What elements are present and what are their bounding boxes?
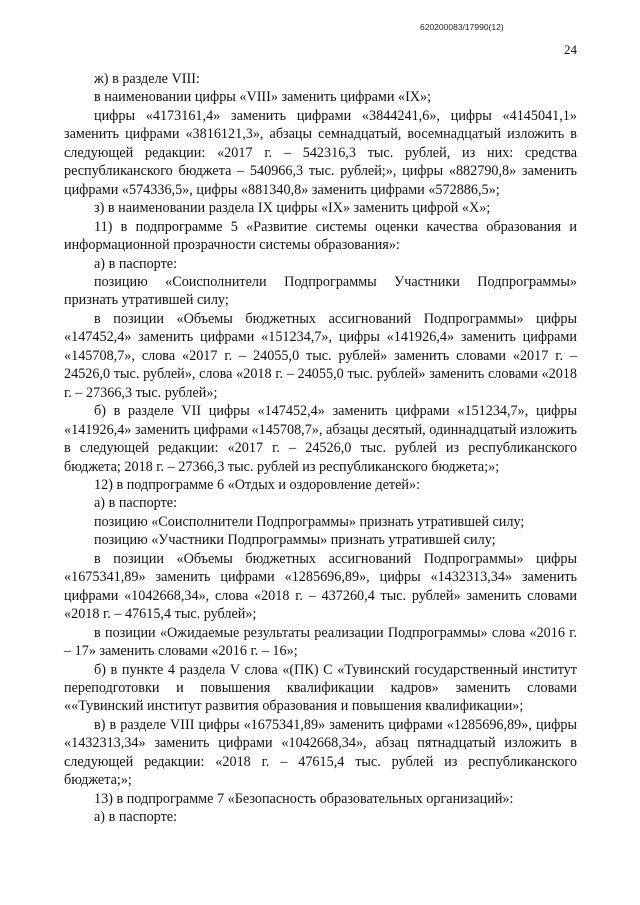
paragraph: в наименовании цифры «VIII» заменить цифрами «IX»; xyxy=(94,89,432,106)
paragraph: а) в паспорте: xyxy=(94,255,178,272)
page-number: 24 xyxy=(564,42,577,57)
paragraph: б) в разделе VII цифры «147452,4» заменить цифрами «151234,7», цифры «141926,4» заменить цифрами «145708,7», абзацы десятый, одиннадцатый изложить в следующей редакции: «2017 г. – 24526,0 тыс. рублей из республиканского бюджета; 2018 г. – 27366,3 тыс. рублей из республиканского бюджета;»; xyxy=(64,403,577,475)
paragraph: цифры «4173161,4» заменить цифрами «3844241,6», цифры «4145041,1» заменить цифрами «3816121,3», абзацы семнадцатый, восемнадцатый изложить в следующей редакции: «2017 г. – 542316,3 тыс. рублей, из них: средства республиканского бюджета – 540966,3 тыс. рублей;», цифры «882790,8» заменить цифрами «574336,5», цифры «881340,8» заменить цифрами «572886,5»; xyxy=(64,107,577,198)
paragraph: в позиции «Ожидаемые результаты реализации Подпрограммы» слова «2016 г. – 17» заменить словами «2016 г. – 16»; xyxy=(64,624,577,660)
paragraph: 13) в подпрограмме 7 «Безопасность образовательных организаций»: xyxy=(94,790,514,807)
paragraph: ж) в разделе VIII: xyxy=(94,71,200,87)
paragraph: б) в пункте 4 раздела V слова «(ПК) С «Тувинский государственный институт переподготовки и повышения квалификации кадров» заменить словами ««Тувинский институт развития образования и повышения квалификации»; xyxy=(64,661,577,715)
paragraph: 11) в подпрограмме 5 «Развитие системы оценки качества образования и информационной прозрачности системы образования»: xyxy=(64,218,577,254)
paragraph: з) в наименовании раздела IX цифры «IX» заменить цифрой «X»; xyxy=(94,200,491,217)
paragraph: в позиции «Объемы бюджетных ассигнований Подпрограммы» цифры «147452,4» заменить цифрами «151234,7», цифры «141926,4» заменить цифрами «145708,7», слова «2017 г. – 24055,0 тыс. рублей» заменить словами «2017 г. – 24526,0 тыс. рублей», слова «2018 г. – 24055,0 тыс. рублей» заменить словами «2018 г. – 27366,3 тыс. рублей»; xyxy=(64,310,577,401)
document-body xyxy=(64,70,577,827)
paragraph: а) в паспорте: xyxy=(94,809,178,826)
paragraph: в позиции «Объемы бюджетных ассигнований Подпрограммы» цифры «1675341,89» заменить цифрами «1285696,89», цифры «1432313,34» заменить цифрами «1042668,34», слова «2018 г. – 437260,4 тыс. рублей» заменить словами «2018 г. – 47615,4 тыс. рублей»; xyxy=(64,550,577,623)
paragraph: в) в разделе VIII цифры «1675341,89» заменить цифрами «1285696,89», цифры «1432313,34» заменить цифрами «1042668,34», абзац пятнадцатый изложить в следующей редакции: «2018 г. – 47615,4 тыс. рублей из республиканского бюджета;»; xyxy=(64,716,577,789)
paragraph: позицию «Соисполнители Подпрограммы» признать утратившей силу; xyxy=(94,513,525,530)
paragraph: позицию «Участники Подпрограммы» признать утратившей силу; xyxy=(94,532,496,549)
paragraph: а) в паспорте: xyxy=(94,495,178,512)
paragraph: позицию «Соисполнители Подпрограммы Участники Подпрограммы» признать утратившей силу; xyxy=(64,273,577,309)
document-id: 620200083/17990(12) xyxy=(420,22,504,32)
paragraph: 12) в подпрограмме 6 «Отдых и оздоровление детей»: xyxy=(94,476,421,493)
